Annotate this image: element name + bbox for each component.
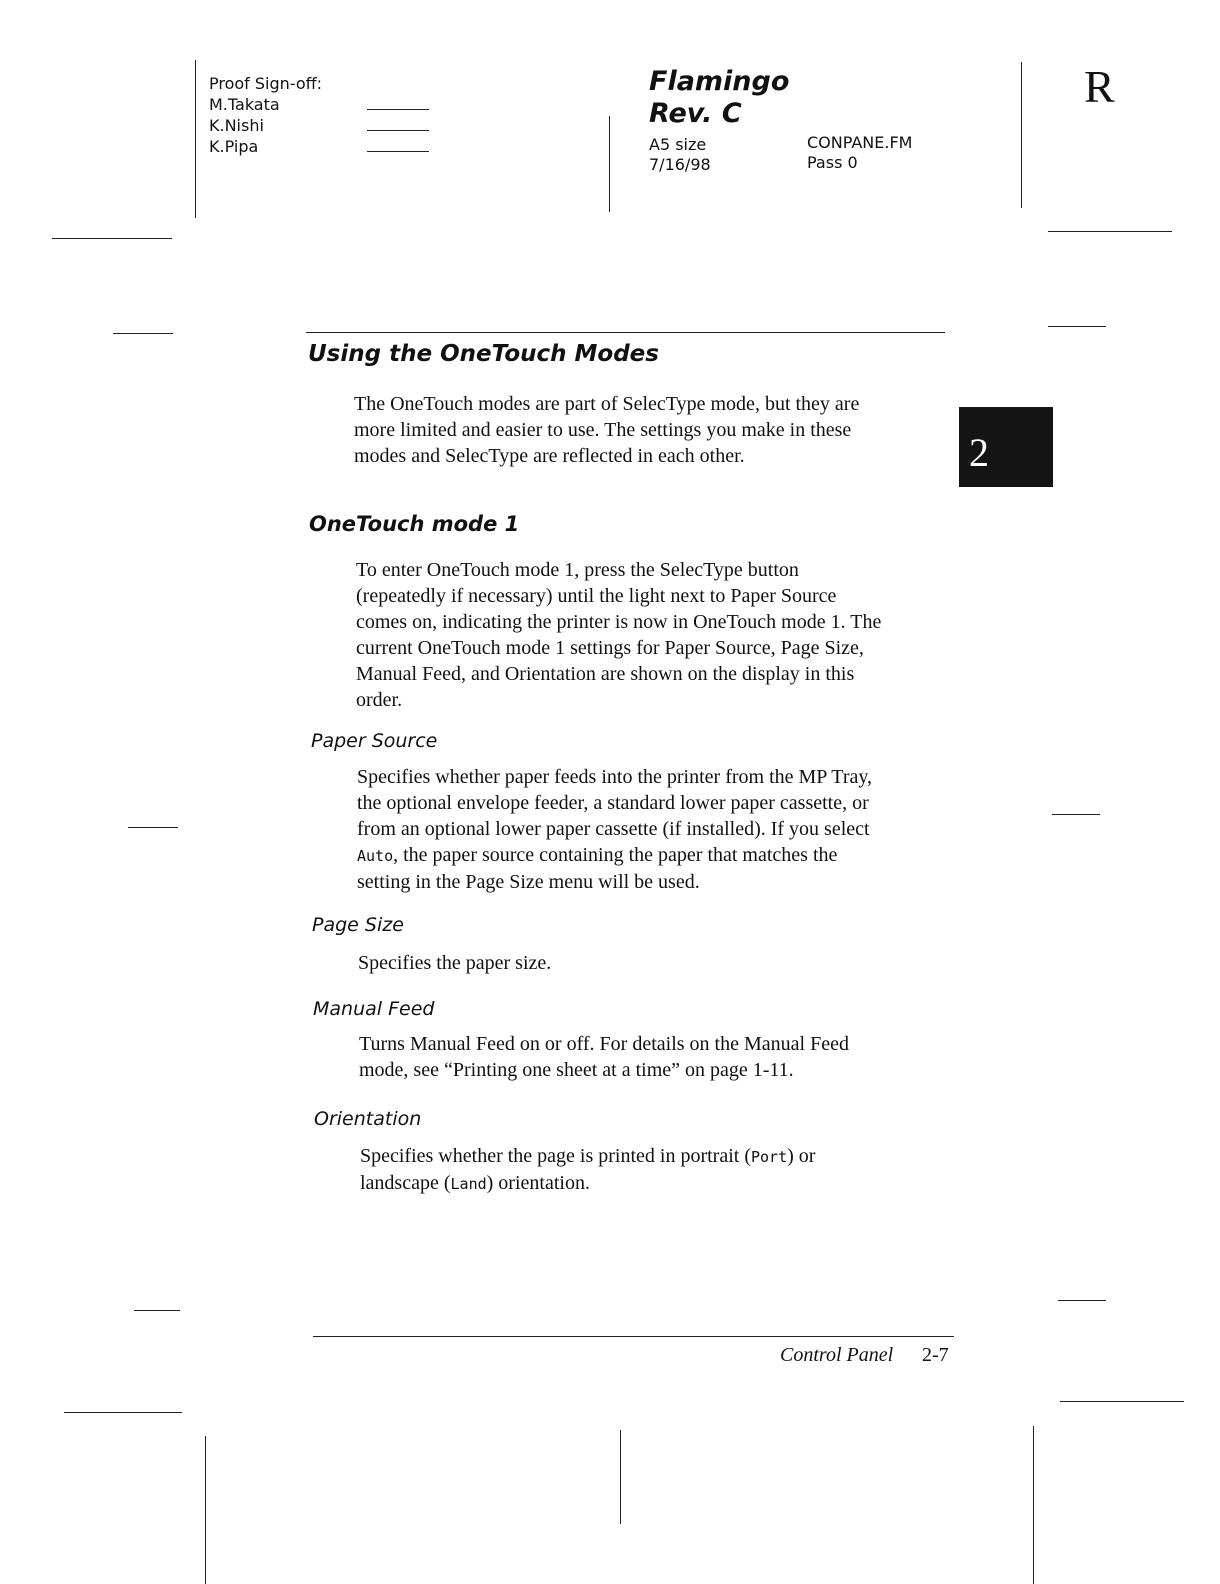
manual-feed-line: mode, see “Printing one sheet at a time” on page 1-11. [359,1059,794,1081]
section-rule [306,332,945,333]
orientation-line [360,1143,950,1170]
crop-mark [1048,231,1172,232]
intro-line: The OneTouch modes are part of SelecType mode, but they are [354,393,860,415]
code-auto: Auto [357,847,394,865]
mode1-intro [356,557,946,713]
crop-mark [128,827,178,828]
orientation-text-part: Specifies whether the page is printed in portrait ( [360,1145,751,1167]
crop-mark [620,1430,621,1524]
mode1-line: (repeatedly if necessary) until the light next to Paper Source [356,585,837,607]
paper-source-line: Specifies whether paper feeds into the printer from the MP Tray, [357,766,873,788]
paper-source-line [357,842,947,869]
code-land: Land [450,1175,487,1193]
crop-mark [134,1310,180,1311]
crop-mark [1048,326,1106,327]
page-size-title: Page Size [312,914,404,936]
paper-source-title: Paper Source [311,730,438,752]
signature-line [367,130,429,131]
paper-source-line: the optional envelope feeder, a standard lower paper cassette, or [357,792,869,814]
manual-feed-line: Turns Manual Feed on or off. For details on the Manual Feed [359,1033,849,1055]
orientation-line [360,1170,950,1197]
paper-source-line: setting in the Page Size menu will be used. [357,871,700,893]
footer-chapter: Control Panel [780,1344,894,1366]
footer-page: 2-7 [922,1344,949,1366]
chapter-tab-number: 2 [969,430,989,475]
orientation-text-part: ) or [787,1145,816,1167]
doc-date: 7/16/98 [649,155,711,174]
crop-mark [1052,814,1100,815]
corner-mark: R [1084,61,1115,112]
intro-line: modes and SelecType are reflected in each other. [354,445,745,467]
crop-mark [1021,62,1022,208]
crop-mark [64,1412,182,1413]
crop-mark [52,238,172,239]
doc-title-line2: Rev. C [649,98,742,129]
mode1-line: To enter OneTouch mode 1, press the SelecType button [356,559,799,581]
crop-mark [1060,1401,1184,1402]
signature-line [367,151,429,152]
page-size-line: Specifies the paper size. [358,952,552,974]
proof-name: K.Pipa [209,137,259,156]
orientation-text-part: landscape ( [360,1172,451,1194]
paper-source-line: from an optional lower paper cassette (if installed). If you select [357,818,870,840]
proof-label: Proof Sign-off: [209,74,323,93]
proof-name: K.Nishi [209,116,264,135]
doc-pass: Pass 0 [807,153,858,172]
page-size-text [358,950,948,976]
crop-mark [113,333,173,334]
paper-source-line-rest: , the paper source containing the paper that matches the [393,844,838,866]
proof-signoff [209,73,322,157]
orientation-title: Orientation [314,1108,422,1130]
mode1-line: current OneTouch mode 1 settings for Paper Source, Page Size, [356,637,864,659]
doc-title-line1: Flamingo [649,66,790,97]
doc-file: CONPANE.FM [807,133,913,152]
orientation-text-part: ) orientation. [486,1172,590,1194]
paper-source-text [357,764,947,895]
mode1-line: order. [356,689,403,711]
footer-rule [313,1336,954,1337]
intro-line: more limited and easier to use. The settings you make in these [354,419,852,441]
doc-size: A5 size [649,135,707,154]
proof-name: M.Takata [209,95,280,114]
crop-mark [1033,1426,1034,1584]
code-port: Port [751,1148,788,1166]
doc-title [649,66,789,130]
mode1-line: Manual Feed, and Orientation are shown on the display in this [356,663,855,685]
crop-mark [205,1436,206,1584]
manual-feed-text [359,1031,949,1083]
orientation-text [360,1143,950,1197]
section-title: Using the OneTouch Modes [308,341,659,367]
chapter-tab [959,407,1053,487]
crop-mark [609,116,610,212]
section-intro [354,391,944,469]
mode1-title: OneTouch mode 1 [309,512,520,536]
crop-mark [1058,1300,1106,1301]
crop-mark [195,60,196,218]
signature-line [367,109,429,110]
manual-feed-title: Manual Feed [313,998,435,1020]
mode1-line: comes on, indicating the printer is now in OneTouch mode 1. The [356,611,882,633]
